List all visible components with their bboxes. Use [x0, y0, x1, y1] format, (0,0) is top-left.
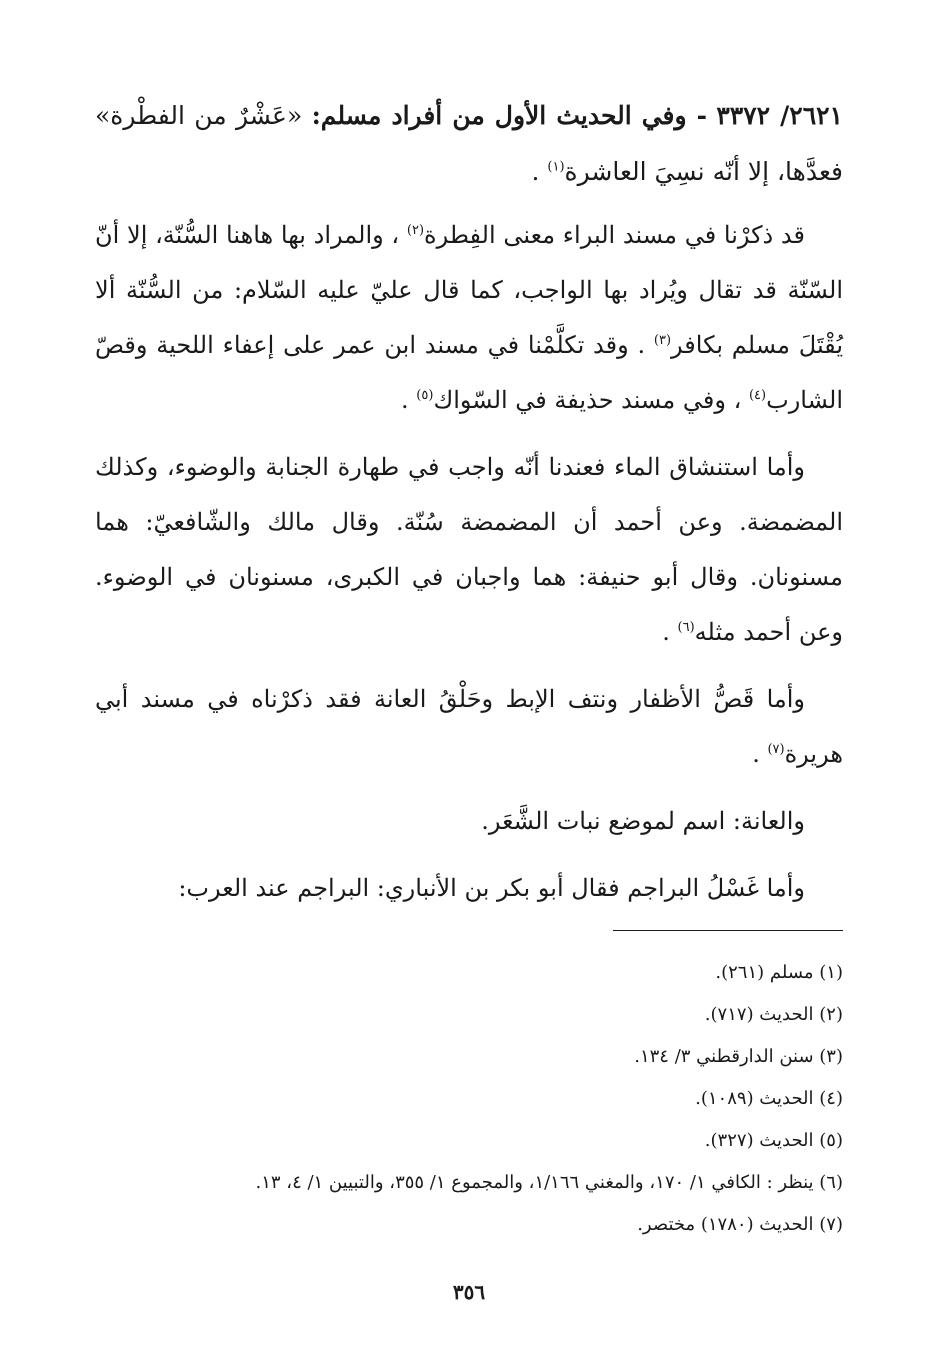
- footnote-item: (٣) سنن الدارقطني ٣/ ١٣٤.: [634, 1046, 843, 1067]
- footnote-divider: [613, 930, 843, 931]
- footnote-item: (٦) ينظر : الكافي ١/ ١٧٠، والمغني ١/١٦٦، والمجموع ١/ ٣٥٥، والتبيين ١/ ٤، ١٣.: [255, 1172, 843, 1193]
- paragraph-text: .: [752, 740, 768, 768]
- paragraph-istinshaq: [95, 440, 843, 660]
- footnote-ref[interactable]: (٤): [748, 388, 767, 403]
- footnote-item: (٢) الحديث (٧١٧).: [704, 1004, 843, 1025]
- footnote-item: (٥) الحديث (٣٢٧).: [704, 1130, 843, 1151]
- paragraph-text: وأما قَصُّ الأظفار ونتف الإبط وحَلْقُ العانة فقد ذكرْناه في مسند أبي هريرة: [95, 685, 843, 768]
- hadith-text: «عَشْرٌ من الفطْرة» فعدَّها، إلا أنّه نسِيَ العاشرة: [95, 101, 843, 186]
- page-body: [95, 88, 843, 1318]
- paragraph-text: ، والمراد بها هاهنا السُّنّة، إلا أنّ السّنّة قد تقال ويُراد بها الواجب، كما قال عليّ عليه السّلام: من السُّنّة ألا يُقْتَلَ مسلم بكافر: [95, 221, 844, 359]
- hadith-lead: - وفي الحديث الأول من أفراد مسلم:: [311, 101, 708, 130]
- footnote-ref[interactable]: (٧): [767, 742, 785, 757]
- hadith-heading: [95, 88, 843, 200]
- hadith-end: .: [531, 157, 548, 186]
- footnote-ref[interactable]: (١): [547, 159, 565, 175]
- page-number: ٣٥٦: [452, 1280, 486, 1304]
- footnotes-list: [95, 952, 843, 1246]
- paragraph-text: .: [662, 618, 678, 646]
- paragraph-text: . وقد تكلَّمْنا في مسند ابن عمر على إعفاء اللحية وقصّ الشارب: [95, 331, 843, 414]
- paragraph-text: قد ذكرْنا في مسند البراء معنى الفِطرة: [424, 221, 806, 249]
- footnote-ref[interactable]: (٥): [416, 388, 434, 403]
- paragraph-text: ، وفي مسند حذيفة في السّواك: [433, 386, 749, 414]
- footnote-item: (٧) الحديث (١٧٨٠) مختصر.: [637, 1214, 843, 1235]
- paragraph-fitra-meaning: [95, 208, 843, 428]
- footnote-ref[interactable]: (٣): [653, 333, 672, 348]
- footnote-ref[interactable]: (٢): [406, 223, 425, 238]
- footnote-ref[interactable]: (٦): [677, 620, 695, 635]
- paragraph-text: وأما غَسْلُ البراجم فقال أبو بكر بن الأنباري: البراجم عند العرب:: [178, 874, 805, 902]
- footnote-item: (١) مسلم (٢٦١).: [715, 962, 843, 983]
- paragraph-text: وأما استنشاق الماء فعندنا أنّه واجب في طهارة الجنابة والوضوء، وكذلك المضمضة. وعن أحمد أن المضمضة سُنّة. وقال مالك والشّافعيّ: هما مسنونان. وقال أبو حنيفة: هما واجبان في الكبرى، مسنونان في الوضوء. وعن أحمد مثله: [95, 453, 843, 646]
- paragraph-barajim: [95, 861, 843, 916]
- paragraph-text: والعانة: اسم لموضع نبات الشَّعَر.: [481, 807, 805, 835]
- paragraph-text: .: [401, 386, 417, 414]
- footnote-item: (٤) الحديث (١٠٨٩).: [695, 1088, 843, 1109]
- paragraph-nails: [95, 672, 843, 782]
- hadith-number: ٢٦٢١/ ٣٣٧٢: [716, 101, 843, 130]
- paragraph-ana: [95, 794, 843, 849]
